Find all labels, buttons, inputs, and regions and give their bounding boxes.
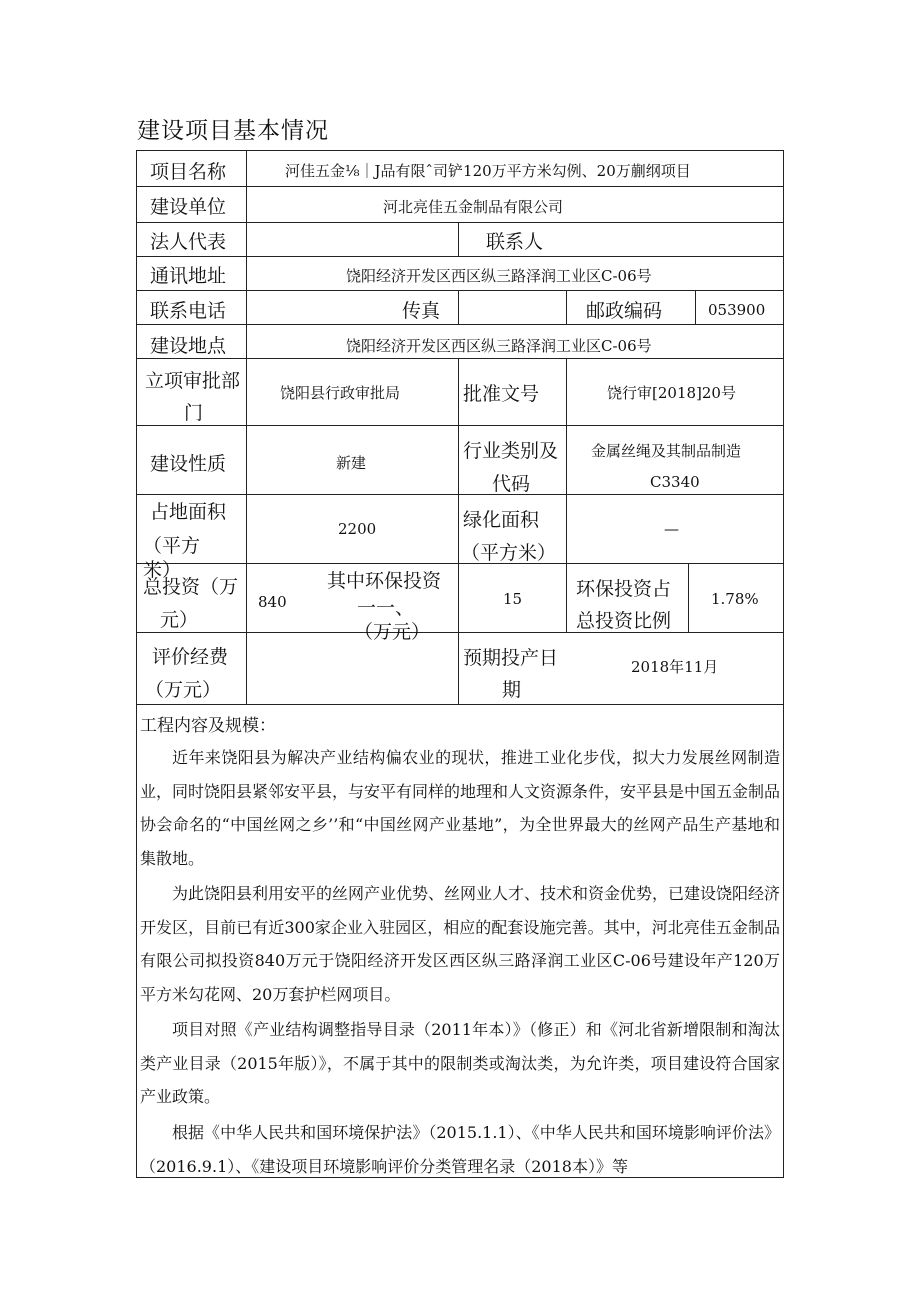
contact-label: 联系人 [486, 231, 544, 253]
col-divider [688, 563, 689, 632]
env-invest-unit-cut: （万元） [354, 621, 431, 643]
nature-label: 建设性质 [150, 453, 227, 475]
fax-label: 传真 [402, 300, 441, 322]
row-divider [136, 494, 784, 495]
industry-label-cont: 代码 [492, 473, 531, 495]
row-divider [136, 324, 784, 325]
row-divider [136, 563, 784, 564]
col-divider [458, 290, 459, 324]
env-invest-value: 15 [503, 590, 523, 608]
scope-paragraph: 近年来饶阳县为解决产业结构偏农业的现状，推进工业化步伐，拟大力发展丝网制造业，同时饶阳县紧邻安平县，与安平有同样的地理和人文资源条件，安平县是中国五金制品协会命名的“中国丝网之乡’’和“中国丝网产业基地”，为全世界最大的丝网产品生产基地和集散地。 [140, 748, 781, 868]
unit-label: 建设单位 [150, 196, 227, 218]
area-value: 2200 [338, 520, 377, 538]
unit-value: 河北亮佳五金制品有限公司 [383, 198, 564, 216]
row-divider [136, 704, 784, 705]
investment-value: 840 [258, 593, 287, 611]
area-label: 占地面积 [150, 501, 227, 523]
env-invest-label-cont: 一一、 [357, 597, 415, 619]
env-ratio-label-cont: 总投资比例 [576, 610, 672, 632]
address-label: 通讯地址 [150, 265, 227, 287]
scope-paragraph: 为此饶阳县利用安平的丝网产业优势、丝网业人才、技术和资金优势，已建设饶阳经济开发区，目前已有近300家企业入驻园区，相应的配套设施完善。其中，河北亮佳五金制品有限公司拟投资840万元于饶阳经济开发区西区纵三路泽润工业区C-06号建设年产120万平方米勾花网、20万套护栏网项目。 [140, 884, 781, 1004]
page-title: 建设项目基本情况 [137, 118, 329, 144]
col-divider [458, 563, 459, 704]
legal-label: 法人代表 [150, 231, 227, 253]
row-divider [136, 358, 784, 359]
industry-value: 金属丝绳及其制品制造 [591, 442, 742, 460]
industry-label: 行业类别及 [463, 440, 559, 462]
green-value: — [664, 520, 679, 538]
col-divider [566, 494, 567, 563]
col-divider [458, 358, 459, 564]
approval-label-cont: 门 [184, 402, 204, 424]
col-divider [566, 563, 567, 632]
scope-paragraph: 根据《中华人民共和国环境保护法》（2015.1.1）、《中华人民共和国环境影响评价法》（2016.9.1）、《建设项目环境影响评价分类管理名录（2018本）》等 [140, 1123, 780, 1176]
row-divider [136, 186, 784, 187]
site-value: 饶阳经济开发区西区纵三路泽润工业区C-06号 [346, 337, 652, 355]
project-name-value: 河佳五金⅛｜J品有限ˆ司铲120万平方米勾例、20万蒯纲项目 [285, 162, 691, 180]
area-unit-label: （平方 [143, 535, 201, 557]
investment-label-cont: 元） [160, 609, 199, 631]
env-ratio-label: 环保投资占 [576, 578, 672, 600]
green-label: 绿化面积 [463, 509, 540, 531]
production-date-label-cont: 期 [502, 679, 522, 701]
fee-label: 评价经费 [152, 646, 229, 668]
postcode-label: 邮政编码 [586, 300, 663, 322]
env-invest-label: 其中环保投资 [327, 570, 442, 592]
address-value: 饶阳经济开发区西区纵三路泽润工业区C-06号 [346, 267, 652, 285]
production-date-value: 2018年11月 [631, 658, 719, 676]
area-unit-label-cut: 米） [143, 559, 182, 581]
approval-doc-value: 饶行审[2018]20号 [607, 384, 736, 402]
site-label: 建设地点 [150, 335, 227, 357]
col-divider [566, 290, 567, 324]
row-divider [136, 632, 784, 633]
nature-value: 新建 [336, 454, 367, 472]
green-unit-label: （平方米） [461, 542, 557, 564]
production-date-label: 预期投产日 [463, 647, 559, 669]
investment-label: 总投资（万 [143, 576, 239, 598]
industry-code: C3340 [650, 473, 700, 491]
scope-paragraph: 项目对照《产业结构调整指导目录（2011年本）》（修正）和《河北省新增限制和淘汰类产业目录（2015年版）》，不属于其中的限制类或淘汰类，为允许类，项目建设符合国家产业政策。 [140, 1020, 780, 1106]
col-divider [695, 290, 696, 324]
col-divider [246, 150, 247, 704]
postcode-value: 053900 [708, 301, 766, 319]
row-divider [136, 425, 784, 426]
approval-label: 立项审批部 [145, 370, 241, 392]
scope-heading: 工程内容及规模： [140, 716, 276, 736]
col-divider [566, 358, 567, 494]
env-ratio-value: 1.78% [711, 590, 759, 608]
row-divider [136, 222, 784, 223]
approval-doc-label: 批准文号 [463, 383, 540, 405]
row-divider [136, 290, 784, 291]
col-divider [458, 222, 459, 256]
approval-dept: 饶阳县行政审批局 [280, 384, 401, 402]
phone-label: 联系电话 [150, 300, 227, 322]
project-name-label: 项目名称 [150, 161, 227, 183]
row-divider [136, 256, 784, 257]
fee-unit-label: （万元） [145, 679, 222, 701]
